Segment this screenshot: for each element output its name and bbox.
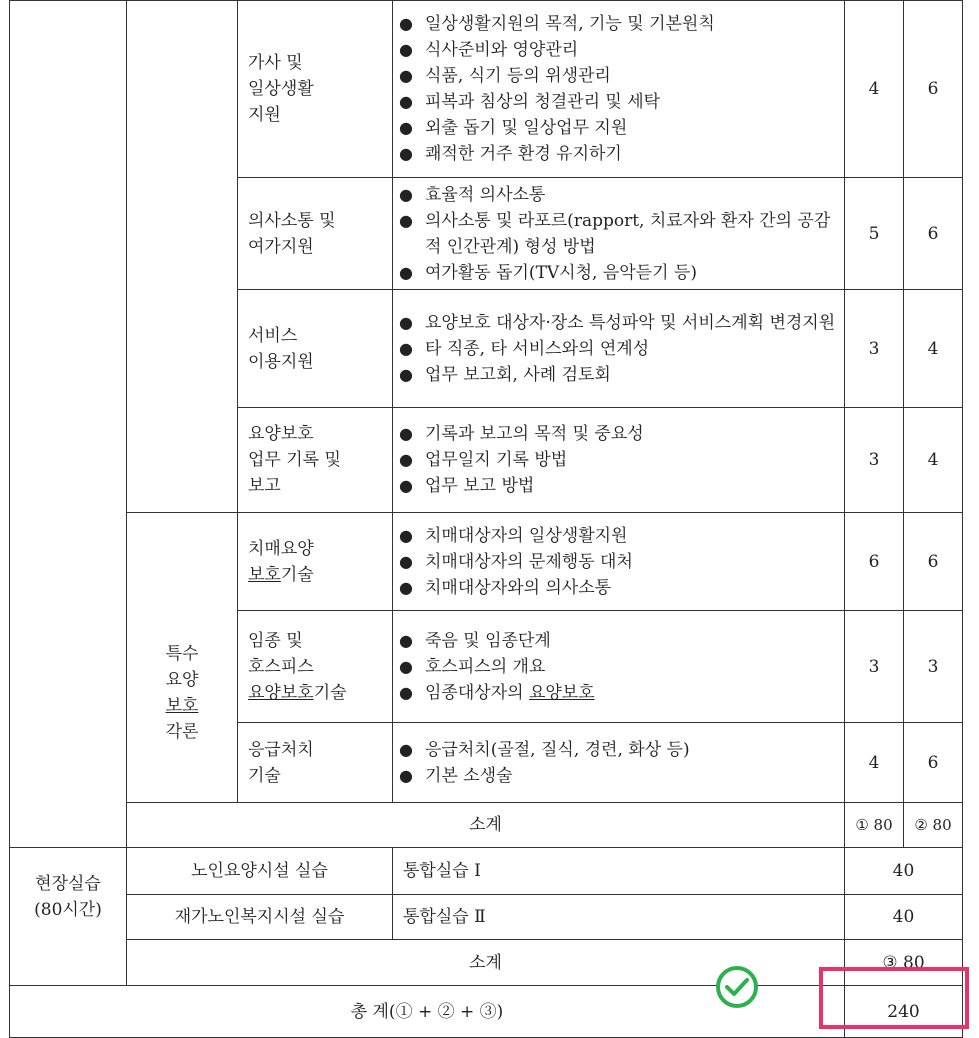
list-item: ● 여가활동 돕기(TV시청, 음악듣기 등) — [397, 260, 840, 286]
practice-course: 통합실습 Ⅰ — [393, 848, 845, 895]
list-item: ● 타 직종, 타 서비스와의 연계성 — [397, 336, 840, 362]
list-item: ● 피복과 침상의 청결관리 및 세탁 — [397, 89, 840, 115]
unit-items — [393, 513, 845, 611]
subtotal-label: 소계 — [127, 803, 845, 848]
hours-theory: 6 — [845, 513, 904, 611]
bullet-list — [397, 523, 840, 601]
hours-theory: 3 — [845, 408, 904, 513]
category-blank-cell — [10, 1, 127, 848]
subtotal-theory: ① 80 — [845, 803, 904, 848]
unit-name: 치매요양 보호기술 — [238, 513, 393, 611]
list-item: ● 치매대상자와의 의사소통 — [397, 575, 840, 601]
bullet-list — [397, 11, 840, 167]
list-item: ● 치매대상자의 일상생활지원 — [397, 523, 840, 549]
subcategory-label: 특수 요양 보호 각론 — [127, 513, 238, 803]
bullet-list — [397, 182, 840, 286]
list-item: ● 업무 보고회, 사례 검토회 — [397, 362, 840, 388]
bullet-list — [397, 421, 840, 499]
unit-items — [393, 290, 845, 408]
unit-name-line: 일상생활 — [248, 79, 314, 99]
list-item: ● 응급처치(골절, 질식, 경련, 화상 등) — [397, 737, 840, 763]
unit-items — [393, 408, 845, 513]
hours-practice: 3 — [904, 611, 963, 723]
hours-theory: 4 — [845, 1, 904, 178]
table-row — [10, 1, 963, 178]
list-item: ● 업무 보고 방법 — [397, 473, 840, 499]
unit-name: 요양보호 업무 기록 및 보고 — [238, 408, 393, 513]
unit-name: 서비스 이용지원 — [238, 290, 393, 408]
unit-items — [393, 1, 845, 178]
list-item-underlined: 요양보호 — [528, 682, 595, 703]
hours-practice: 6 — [904, 1, 963, 178]
practice-hours: 40 — [845, 848, 963, 895]
bullet-list — [397, 737, 840, 789]
practice-hours: 40 — [845, 895, 963, 940]
hours-practice: 6 — [904, 178, 963, 290]
unit-name-line: 가사 및 — [248, 53, 303, 73]
subcategory-blank-cell — [127, 1, 238, 513]
subtotal-label: 소계 — [127, 940, 845, 986]
practice-course: 통합실습 Ⅱ — [393, 895, 845, 940]
practice-name: 재가노인복지시설 실습 — [127, 895, 393, 940]
check-mark-icon — [725, 977, 749, 997]
list-item: ● 식사준비와 영양관리 — [397, 37, 840, 63]
unit-items — [393, 611, 845, 723]
unit-name: 응급처치 기술 — [238, 723, 393, 803]
bullet-list — [397, 310, 840, 388]
subtotal-practice: ② 80 — [904, 803, 963, 848]
list-item: ● 호스피스의 개요 — [397, 654, 840, 680]
unit-name: 임종 및 호스피스 요양보호기술 — [238, 611, 393, 723]
hours-practice: 4 — [904, 290, 963, 408]
curriculum-table — [9, 0, 963, 1038]
highlight-box — [819, 967, 969, 1029]
list-item: ● 식품, 식기 등의 위생관리 — [397, 63, 840, 89]
list-item: ● 요양보호 대상자·장소 특성파악 및 서비스계획 변경지원 — [397, 310, 840, 336]
hours-practice: 6 — [904, 723, 963, 803]
list-item: ● 죽음 및 임종단계 — [397, 628, 840, 654]
hours-practice: 4 — [904, 408, 963, 513]
list-item: ● 쾌적한 거주 환경 유지하기 — [397, 141, 840, 167]
check-circle-icon — [716, 966, 758, 1008]
subtotal-row — [10, 803, 963, 848]
hours-theory: 3 — [845, 290, 904, 408]
practice-label: 현장실습 (80시간) — [10, 848, 127, 986]
practice-name: 노인요양시설 실습 — [127, 848, 393, 895]
hours-theory: 3 — [845, 611, 904, 723]
hours-practice: 6 — [904, 513, 963, 611]
unit-items — [393, 178, 845, 290]
list-item: ● 효율적 의사소통 — [397, 182, 840, 208]
list-item: ● 기본 소생술 — [397, 763, 840, 789]
table-row — [10, 895, 963, 940]
list-item-text: 임종대상자의 — [425, 682, 529, 703]
list-item: ● 업무일지 기록 방법 — [397, 447, 840, 473]
bullet-list — [397, 628, 840, 706]
hours-theory: 4 — [845, 723, 904, 803]
list-item: ● 의사소통 및 라포르(rapport, 치료자와 환자 간의 공감적 인간관계) 형성 방법 — [397, 208, 840, 260]
total-value: 240 — [845, 986, 963, 1038]
total-label: 총 계(① + ② + ③) — [10, 986, 845, 1038]
unit-name — [238, 1, 393, 178]
list-item: ● 일상생활지원의 목적, 기능 및 기본원칙 — [397, 11, 840, 37]
table-row — [10, 848, 963, 895]
list-item — [397, 680, 840, 706]
unit-items — [393, 723, 845, 803]
unit-name: 의사소통 및 여가지원 — [238, 178, 393, 290]
hours-theory: 5 — [845, 178, 904, 290]
list-item: ● 치매대상자의 문제행동 대처 — [397, 549, 840, 575]
list-item: ● 기록과 보고의 목적 및 중요성 — [397, 421, 840, 447]
unit-name-line: 지원 — [248, 105, 281, 125]
list-item: ● 외출 돕기 및 일상업무 지원 — [397, 115, 840, 141]
subtotal-practice-total: ③ 80 — [845, 940, 963, 986]
table-row — [10, 513, 963, 611]
